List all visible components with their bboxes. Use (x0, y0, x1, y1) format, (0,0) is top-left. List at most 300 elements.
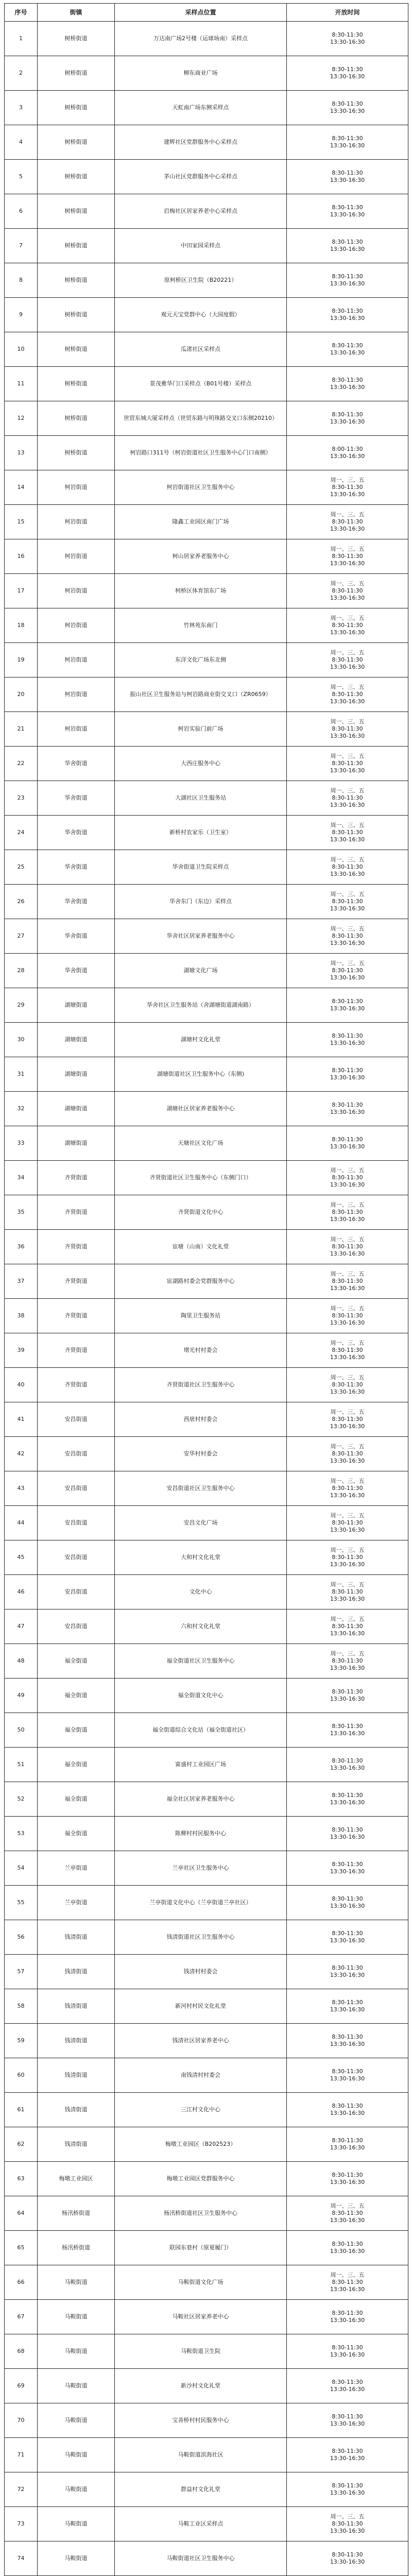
table-row (5, 850, 408, 885)
cell-no: 43 (5, 1471, 38, 1506)
cell-time (287, 988, 408, 1023)
cell-street: 齐贤街道 (38, 1333, 115, 1368)
time-line: 8:30-11:30 (332, 863, 363, 870)
time-line: 8:30-11:30 (332, 1688, 363, 1695)
cell-street: 柯岩街道 (38, 470, 115, 505)
cell-no: 42 (5, 1437, 38, 1471)
cell-no: 60 (5, 2058, 38, 2093)
time-line: 周一、三、五 (330, 787, 365, 794)
table-row (5, 1713, 408, 1748)
table-row (5, 2265, 408, 2300)
time-line: 周一、三、五 (330, 1650, 365, 1657)
cell-no: 37 (5, 1264, 38, 1299)
cell-site: 三江村文化中心 (115, 2093, 287, 2127)
time-line: 13:30-16:30 (330, 802, 365, 808)
cell-site: 西扆村村委会 (115, 1402, 287, 1437)
cell-street: 齐贤街道 (38, 1264, 115, 1299)
table-row (5, 919, 408, 954)
cell-site: 齐贤街道社区卫生服务中心（东侧门口） (115, 1161, 287, 1195)
cell-time (287, 1057, 408, 1092)
time-line: 8:30-11:30 (332, 2210, 363, 2216)
cell-no: 24 (5, 816, 38, 850)
time-line: 8:30-11:30 (332, 1861, 363, 1868)
cell-street: 华舍街道 (38, 816, 115, 850)
time-line: 13:30-16:30 (330, 2386, 365, 2393)
table-row (5, 2403, 408, 2438)
table-row (5, 91, 408, 125)
time-line: 8:30-11:30 (332, 794, 363, 801)
table-row (5, 160, 408, 194)
time-line: 8:30-11:30 (332, 1792, 363, 1799)
table-row (5, 1195, 408, 1230)
table-row (5, 2541, 408, 2576)
time-line: 8:30-11:30 (332, 2551, 363, 2558)
cell-no: 8 (5, 263, 38, 298)
cell-street: 杨汛桥街道 (38, 2196, 115, 2231)
cell-site: 福全社区居家养老服务中心 (115, 1782, 287, 1817)
time-line: 周一、三、五 (330, 822, 365, 828)
cell-no: 22 (5, 747, 38, 781)
time-line: 13:30-16:30 (330, 2217, 365, 2224)
cell-street: 钱清街道 (38, 1989, 115, 2024)
cell-site: 钱清社区居家养老中心 (115, 2024, 287, 2058)
time-line: 8:30-11:30 (332, 656, 363, 663)
cell-time (287, 2403, 408, 2438)
cell-site: 柯山居家养老服务中心 (115, 539, 287, 574)
table-row (5, 22, 408, 56)
cell-no: 41 (5, 1402, 38, 1437)
cell-site: 中田家园采样点 (115, 229, 287, 263)
time-line: 8:30-11:30 (332, 66, 363, 73)
time-line: 周一、三、五 (330, 718, 365, 725)
cell-time (287, 1851, 408, 1886)
time-line: 8:30-11:30 (332, 1136, 363, 1143)
time-line: 8:30-11:30 (332, 2520, 363, 2527)
cell-no: 31 (5, 1057, 38, 1092)
time-line: 13:30-16:30 (330, 974, 365, 981)
cell-street: 湖塘街道 (38, 1126, 115, 1161)
time-line: 8:30-11:30 (332, 1657, 363, 1664)
time-line: 13:30-16:30 (330, 2110, 365, 2116)
time-line: 13:30-16:30 (330, 1972, 365, 1978)
cell-time (287, 298, 408, 332)
time-line: 13:30-16:30 (330, 1765, 365, 1771)
table-row (5, 1644, 408, 1679)
cell-site: 柯岩实验门前广场 (115, 712, 287, 747)
cell-site: 华舍街道卫生院采样点 (115, 850, 287, 885)
cell-no: 46 (5, 1575, 38, 1609)
time-line: 8:30-11:30 (332, 2448, 363, 2454)
time-line: 8:30-11:30 (332, 1623, 363, 1630)
table-row (5, 1023, 408, 1057)
time-line: 8:30-11:30 (332, 135, 363, 142)
table-header-row (5, 4, 408, 22)
cell-time (287, 1817, 408, 1851)
cell-site: 马鞍街道卫生院 (115, 2334, 287, 2369)
table-row (5, 574, 408, 608)
table-row (5, 1471, 408, 1506)
cell-no: 56 (5, 1920, 38, 1955)
table-row (5, 332, 408, 367)
cell-no: 39 (5, 1333, 38, 1368)
cell-site: 华舍社区卫生服务站（舍湖塘街道湖南路） (115, 988, 287, 1023)
cell-site: 启梅社区居家养老中心采样点 (115, 194, 287, 229)
cell-time (287, 712, 408, 747)
cell-time (287, 1609, 408, 1644)
cell-site: 富盛村工业园区广场 (115, 1748, 287, 1782)
cell-site: 梅墩工业园区（B202523） (115, 2127, 287, 2162)
table-row (5, 1368, 408, 1402)
cell-street: 树桥街道 (38, 22, 115, 56)
cell-street: 马鞍街道 (38, 2507, 115, 2541)
cell-no: 17 (5, 574, 38, 608)
cell-no: 3 (5, 91, 38, 125)
time-line: 13:30-16:30 (330, 733, 365, 739)
cell-no: 6 (5, 194, 38, 229)
time-line: 8:30-11:30 (332, 898, 363, 905)
cell-time (287, 1713, 408, 1748)
cell-site: 天塘社区文化广场 (115, 1126, 287, 1161)
cell-site: 柯桥区体育馆东广场 (115, 574, 287, 608)
time-line: 13:30-16:30 (330, 2455, 365, 2462)
time-line: 8:30-11:30 (332, 2172, 363, 2178)
cell-no: 51 (5, 1748, 38, 1782)
time-line: 8:30-11:30 (332, 1450, 363, 1457)
cell-street: 树桥街道 (38, 194, 115, 229)
cell-time (287, 677, 408, 712)
cell-no: 40 (5, 1368, 38, 1402)
cell-no: 10 (5, 332, 38, 367)
time-line: 周一、三、五 (330, 753, 365, 759)
cell-street: 安昌街道 (38, 1437, 115, 1471)
table-row (5, 298, 408, 332)
cell-street: 柯岩街道 (38, 539, 115, 574)
cell-no: 67 (5, 2300, 38, 2334)
cell-time (287, 125, 408, 160)
time-line: 8:30-11:30 (332, 1032, 363, 1039)
table-row (5, 2472, 408, 2507)
cell-no: 38 (5, 1299, 38, 1333)
time-line: 13:30-16:30 (330, 767, 365, 774)
table-row (5, 1989, 408, 2024)
cell-street: 树桥街道 (38, 125, 115, 160)
time-line: 13:30-16:30 (330, 560, 365, 567)
cell-no: 5 (5, 160, 38, 194)
table-row (5, 1955, 408, 1989)
time-line: 周一、三、五 (330, 960, 365, 967)
cell-street: 湖塘街道 (38, 1057, 115, 1092)
table-row (5, 2024, 408, 2058)
cell-no: 33 (5, 1126, 38, 1161)
cell-site: 观元天宝党群中心（大园度假） (115, 298, 287, 332)
cell-site: 陶里卫生服务站 (115, 1299, 287, 1333)
cell-time (287, 2162, 408, 2196)
time-line: 13:30-16:30 (330, 39, 365, 45)
cell-no: 64 (5, 2196, 38, 2231)
time-line: 8:30-11:30 (332, 204, 363, 211)
cell-no: 11 (5, 367, 38, 401)
cell-street: 安昌街道 (38, 1506, 115, 1540)
cell-no: 45 (5, 1540, 38, 1575)
cell-site: 瓜渚社区采样点 (115, 332, 287, 367)
cell-no: 50 (5, 1713, 38, 1748)
time-line: 周一、三、五 (330, 1616, 365, 1622)
cell-time (287, 1092, 408, 1126)
cell-time (287, 1920, 408, 1955)
cell-site: 振山社区卫生服务站与柯岩路商业街交叉口（ZR0659） (115, 677, 287, 712)
cell-site: 大和村文化礼堂 (115, 1540, 287, 1575)
time-line: 13:30-16:30 (330, 73, 365, 80)
cell-no: 2 (5, 56, 38, 91)
cell-site: 福全街道文化中心 (115, 1679, 287, 1713)
table-row (5, 1402, 408, 1437)
time-line: 8:30-11:30 (332, 829, 363, 836)
time-line: 13:30-16:30 (330, 2006, 365, 2013)
time-line: 周一、三、五 (330, 615, 365, 621)
cell-time (287, 2472, 408, 2507)
cell-no: 72 (5, 2472, 38, 2507)
cell-street: 钱清街道 (38, 1955, 115, 1989)
time-line: 13:30-16:30 (330, 1730, 365, 1737)
cell-street: 树桥街道 (38, 91, 115, 125)
table-row (5, 885, 408, 919)
cell-no: 18 (5, 608, 38, 643)
time-line: 13:30-16:30 (330, 664, 365, 670)
cell-time (287, 1506, 408, 1540)
time-line: 8:30-11:30 (332, 1826, 363, 1833)
time-line: 13:30-16:30 (330, 2248, 365, 2255)
cell-street: 柯岩街道 (38, 712, 115, 747)
cell-time (287, 1230, 408, 1264)
time-line: 8:30-11:30 (332, 1174, 363, 1181)
time-line: 13:30-16:30 (330, 2420, 365, 2427)
time-line: 13:30-16:30 (330, 1596, 365, 1602)
time-line: 周一、三、五 (330, 1167, 365, 1174)
time-line: 周一、三、五 (330, 1478, 365, 1484)
cell-time (287, 1402, 408, 1437)
time-line: 13:30-16:30 (330, 871, 365, 877)
cell-no: 47 (5, 1609, 38, 1644)
cell-no: 9 (5, 298, 38, 332)
cell-time (287, 2507, 408, 2541)
cell-site: 宦塘（山南）文化礼堂 (115, 1230, 287, 1264)
cell-site: 安华村村委会 (115, 1437, 287, 1471)
time-line: 13:30-16:30 (330, 1143, 365, 1150)
time-line: 8:30-11:30 (332, 411, 363, 418)
cell-time (287, 2058, 408, 2093)
cell-site: 安昌街道社区卫生服务中心 (115, 1471, 287, 1506)
cell-street: 安昌街道 (38, 1402, 115, 1437)
cell-no: 30 (5, 1023, 38, 1057)
table-row (5, 954, 408, 988)
cell-time (287, 747, 408, 781)
table-row (5, 1333, 408, 1368)
cell-street: 钱清街道 (38, 2127, 115, 2162)
table-row (5, 2369, 408, 2403)
cell-no: 57 (5, 1955, 38, 1989)
cell-time (287, 1437, 408, 1471)
time-line: 周一、三、五 (330, 1201, 365, 1208)
cell-no: 48 (5, 1644, 38, 1679)
cell-street: 钱清街道 (38, 2024, 115, 2058)
cell-street: 齐贤街道 (38, 1161, 115, 1195)
cell-no: 34 (5, 1161, 38, 1195)
time-line: 8:30-11:30 (332, 239, 363, 245)
table-row (5, 2162, 408, 2196)
table-row (5, 2507, 408, 2541)
cell-time (287, 1748, 408, 1782)
time-line: 13:30-16:30 (330, 142, 365, 149)
time-line: 13:30-16:30 (330, 1903, 365, 1909)
time-line: 8:30-11:30 (332, 170, 363, 176)
cell-street: 湖塘街道 (38, 1092, 115, 1126)
cell-street: 杨汛桥街道 (38, 2231, 115, 2265)
cell-site: 景茂雅华门口采样点（B01号楼）采样点 (115, 367, 287, 401)
cell-time (287, 539, 408, 574)
time-line: 8:30-11:30 (332, 1964, 363, 1971)
cell-site: 六和村文化礼堂 (115, 1609, 287, 1644)
cell-site: 建辉社区党群服务中心采样点 (115, 125, 287, 160)
cell-time (287, 2196, 408, 2231)
cell-time (287, 263, 408, 298)
time-line: 13:30-16:30 (330, 418, 365, 425)
cell-street: 湖塘街道 (38, 988, 115, 1023)
cell-street: 华舍街道 (38, 850, 115, 885)
cell-no: 29 (5, 988, 38, 1023)
time-line: 13:30-16:30 (330, 1527, 365, 1533)
time-line: 13:30-16:30 (330, 698, 365, 705)
time-line: 13:30-16:30 (330, 1561, 365, 1568)
cell-site: 湖塘文化广场 (115, 954, 287, 988)
cell-site: 湖塘村文化礼堂 (115, 1023, 287, 1057)
cell-time (287, 2127, 408, 2162)
cell-no: 61 (5, 2093, 38, 2127)
cell-no: 69 (5, 2369, 38, 2403)
cell-time (287, 2265, 408, 2300)
table-row (5, 1817, 408, 1851)
time-line: 13:30-16:30 (330, 1665, 365, 1671)
time-line: 周一、三、五 (330, 1374, 365, 1381)
cell-site: 宝善桥村村民服务中心 (115, 2403, 287, 2438)
cell-time (287, 401, 408, 436)
time-line: 8:30-11:30 (332, 760, 363, 767)
cell-site: 马鞍街道滨海社区 (115, 2438, 287, 2472)
time-line: 8:30-11:30 (332, 933, 363, 939)
time-line: 13:30-16:30 (330, 1319, 365, 1326)
header-time: 开放时间 (287, 4, 408, 22)
cell-street: 马鞍街道 (38, 2438, 115, 2472)
cell-time (287, 1644, 408, 1679)
table-row (5, 125, 408, 160)
cell-site: 茅山社区党群服务中心采样点 (115, 160, 287, 194)
cell-street: 福全街道 (38, 1817, 115, 1851)
time-line: 13:30-16:30 (330, 2144, 365, 2151)
time-line: 周一、三、五 (330, 1512, 365, 1519)
time-line: 8:30-11:30 (332, 553, 363, 560)
table-row (5, 1851, 408, 1886)
time-line: 13:30-16:30 (330, 1388, 365, 1395)
table-row (5, 1437, 408, 1471)
table-row (5, 747, 408, 781)
cell-street: 马鞍街道 (38, 2403, 115, 2438)
time-line: 8:30-11:30 (332, 2413, 363, 2420)
cell-time (287, 781, 408, 816)
cell-no: 26 (5, 885, 38, 919)
table-row (5, 2127, 408, 2162)
cell-no: 25 (5, 850, 38, 885)
table-row (5, 2093, 408, 2127)
cell-street: 齐贤街道 (38, 1368, 115, 1402)
table-row (5, 712, 408, 747)
table-row (5, 401, 408, 436)
time-line: 周一、三、五 (330, 2513, 365, 2520)
cell-time (287, 56, 408, 91)
cell-site: 柯岩街道社区卫生服务中心 (115, 470, 287, 505)
table-row (5, 1057, 408, 1092)
time-line: 13:30-16:30 (330, 595, 365, 601)
time-line: 13:30-16:30 (330, 315, 365, 321)
cell-street: 福全街道 (38, 1782, 115, 1817)
cell-street: 树桥街道 (38, 436, 115, 470)
cell-street: 齐贤街道 (38, 1299, 115, 1333)
cell-no: 66 (5, 2265, 38, 2300)
table-row (5, 2231, 408, 2265)
cell-no: 63 (5, 2162, 38, 2196)
cell-street: 福全街道 (38, 1748, 115, 1782)
cell-site: 兰亭街道文化中心（兰亭街道兰亭社区） (115, 1886, 287, 1920)
cell-no: 52 (5, 1782, 38, 1817)
cell-street: 华舍街道 (38, 885, 115, 919)
cell-no: 68 (5, 2334, 38, 2369)
cell-time (287, 1575, 408, 1609)
cell-street: 兰亭街道 (38, 1886, 115, 1920)
cell-no: 13 (5, 436, 38, 470)
time-line: 8:30-11:30 (332, 998, 363, 1005)
time-line: 8:30-11:30 (332, 1347, 363, 1353)
cell-street: 树桥街道 (38, 332, 115, 367)
time-line: 13:30-16:30 (330, 1005, 365, 1012)
cell-time (287, 954, 408, 988)
time-line: 13:30-16:30 (330, 629, 365, 636)
time-line: 周一、三、五 (330, 925, 365, 932)
cell-site: 湖塘社区居家养老服务中心 (115, 1092, 287, 1126)
cell-no: 54 (5, 1851, 38, 1886)
time-line: 13:30-16:30 (330, 1074, 365, 1081)
cell-street: 马鞍街道 (38, 2334, 115, 2369)
cell-time (287, 643, 408, 677)
time-line: 13:30-16:30 (330, 1109, 365, 1115)
time-line: 周一、三、五 (330, 511, 365, 518)
cell-no: 62 (5, 2127, 38, 2162)
cell-no: 16 (5, 539, 38, 574)
time-line: 13:30-16:30 (330, 940, 365, 946)
cell-no: 19 (5, 643, 38, 677)
time-line: 8:30-11:30 (332, 1278, 363, 1284)
table-row (5, 367, 408, 401)
time-line: 8:30-11:30 (332, 2310, 363, 2316)
time-line: 8:30-11:30 (332, 1485, 363, 1492)
table-row (5, 2196, 408, 2231)
cell-no: 65 (5, 2231, 38, 2265)
cell-no: 21 (5, 712, 38, 747)
cell-time (287, 1782, 408, 1817)
cell-time (287, 2438, 408, 2472)
cell-street: 柯岩街道 (38, 608, 115, 643)
time-line: 8:30-11:30 (332, 1101, 363, 1108)
time-line: 13:30-16:30 (330, 2558, 365, 2565)
time-line: 8:30-11:30 (332, 691, 363, 698)
cell-time (287, 1540, 408, 1575)
